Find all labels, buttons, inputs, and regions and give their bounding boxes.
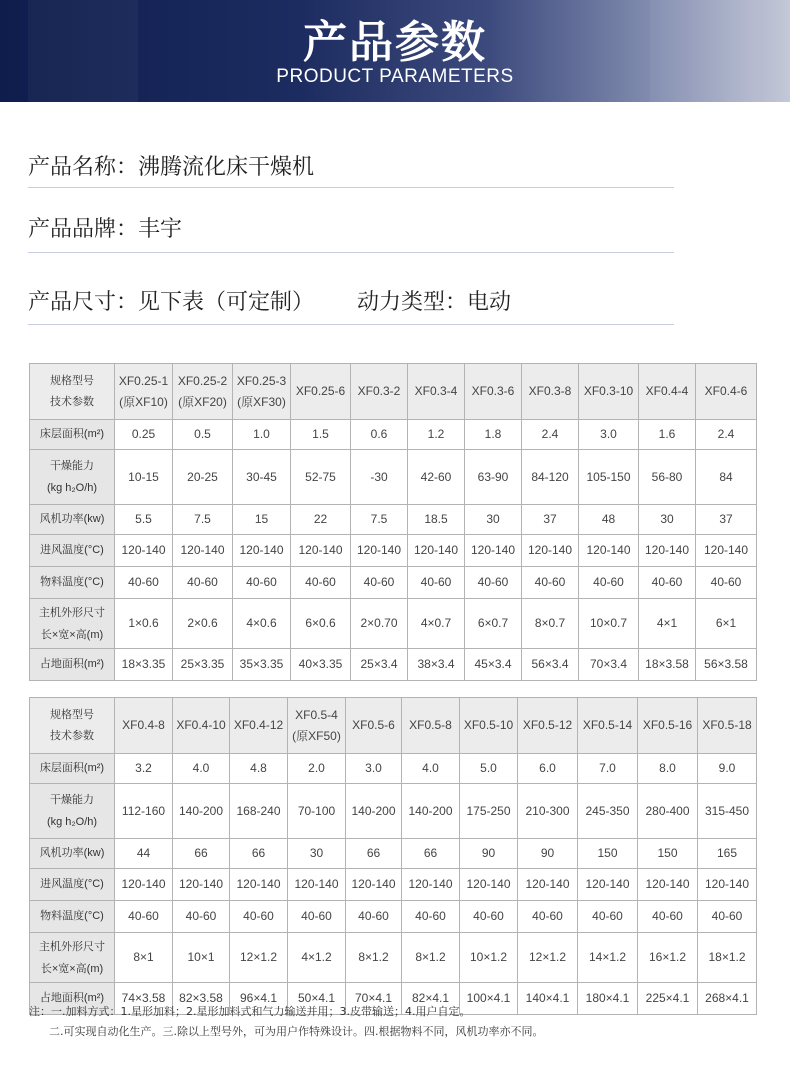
table-cell: 4×0.7: [408, 599, 465, 649]
table-cell: 100×4.1: [460, 983, 518, 1015]
product-brand: 产品品牌：丰宇: [28, 217, 183, 242]
model-name: XF0.5-8: [409, 718, 452, 732]
table-cell: 140×4.1: [518, 983, 578, 1015]
table-cell: 40-60: [402, 901, 460, 933]
table-cell: 40-60: [465, 567, 522, 599]
table-cell: 40×3.35: [291, 649, 351, 681]
table-cell: 18×3.35: [115, 649, 173, 681]
table-cell: 2.0: [288, 754, 346, 784]
model-name: XF0.25-3: [236, 373, 287, 388]
table-cell: 120-140: [402, 869, 460, 901]
table-row: [30, 869, 757, 901]
table-cell: 120-140: [346, 869, 402, 901]
table-cell: 3.2: [115, 754, 173, 784]
table-cell: 40-60: [291, 567, 351, 599]
table-cell: 40-60: [698, 901, 757, 933]
table-row: [30, 450, 757, 505]
table-cell: 12×1.2: [230, 933, 288, 983]
row-label-cell: [30, 649, 115, 681]
table-cell: 120-140: [233, 535, 291, 567]
model-name: XF0.5-4: [295, 707, 338, 722]
table-cell: 15: [233, 505, 291, 535]
row-label: 占地面积(m²): [39, 658, 105, 670]
spec-header-label: 技术参数: [50, 729, 94, 742]
table-cell: 40-60: [346, 901, 402, 933]
model-name: (原XF30): [237, 394, 286, 409]
table-cell: 120-140: [578, 869, 638, 901]
table-cell: -30: [351, 450, 408, 505]
model-header-cell: [230, 698, 288, 754]
table-cell: 120-140: [522, 535, 579, 567]
row-label-cell: [30, 505, 115, 535]
spec-header-label: 规格型号: [50, 708, 94, 721]
product-size: 产品尺寸：见下表（可定制）: [28, 290, 315, 315]
model-name: XF0.5-6: [352, 718, 395, 732]
model-name: XF0.3-6: [471, 384, 515, 398]
table-cell: 1.2: [408, 420, 465, 450]
table-cell: 40-60: [578, 901, 638, 933]
table-cell: 2×0.70: [351, 599, 408, 649]
table-cell: 30: [465, 505, 522, 535]
note-line-1: 注：一.加料方式：1.星形加料；2.星形加料式和气力输送并用；3.皮带输送；4.用户自定。: [29, 1005, 471, 1018]
table-cell: 40-60: [460, 901, 518, 933]
table-cell: 120-140: [288, 869, 346, 901]
table-cell: 6.0: [518, 754, 578, 784]
table-cell: 3.0: [579, 420, 639, 450]
table-cell: 66: [402, 839, 460, 869]
table-cell: 40-60: [518, 901, 578, 933]
model-name: XF0.3-2: [357, 384, 401, 398]
notes: [29, 1002, 769, 1042]
table-cell: 20-25: [173, 450, 233, 505]
product-name-row: [28, 150, 674, 188]
table-cell: 1×0.6: [115, 599, 173, 649]
table-cell: 37: [696, 505, 757, 535]
table-cell: 74×3.58: [115, 983, 173, 1015]
model-header-cell: [351, 364, 408, 420]
table-cell: 90: [518, 839, 578, 869]
model-header-cell: [346, 698, 402, 754]
model-header-cell: [696, 364, 757, 420]
model-name: XF0.5-14: [582, 718, 633, 732]
table-row: [30, 535, 757, 567]
table-cell: 18×3.58: [639, 649, 696, 681]
table-cell: 165: [698, 839, 757, 869]
row-label-cell: [30, 754, 115, 784]
model-header-cell: [288, 698, 346, 754]
table-cell: 245-350: [578, 784, 638, 839]
row-label: 风机功率(kw): [39, 847, 105, 859]
model-name: XF0.5-10: [463, 718, 514, 732]
table-cell: 120-140: [230, 869, 288, 901]
table-cell: 150: [638, 839, 698, 869]
table-cell: 120-140: [173, 535, 233, 567]
model-name: XF0.4-10: [176, 718, 226, 732]
table-row: [30, 784, 757, 839]
row-label: 占地面积(m²): [39, 992, 105, 1004]
table-cell: 120-140: [408, 535, 465, 567]
model-header-cell: [579, 364, 639, 420]
spec-header-cell: [30, 364, 115, 420]
model-header-cell: [408, 364, 465, 420]
product-size-row: [28, 285, 674, 325]
parameters-table-1: [29, 363, 757, 681]
model-name: XF0.5-16: [642, 718, 693, 732]
table-cell: 84-120: [522, 450, 579, 505]
model-header-cell: [402, 698, 460, 754]
table-cell: 82×3.58: [173, 983, 230, 1015]
row-label: 进风温度(°C): [40, 878, 104, 890]
row-label-cell: [30, 450, 115, 505]
table-cell: 40-60: [230, 901, 288, 933]
table-cell: 2.4: [696, 420, 757, 450]
table-cell: 70×3.4: [579, 649, 639, 681]
model-header-cell: [698, 698, 757, 754]
table-cell: 140-200: [402, 784, 460, 839]
table-cell: 90: [460, 839, 518, 869]
model-header-cell: [639, 364, 696, 420]
header-banner: [0, 0, 790, 102]
model-header-cell: [233, 364, 291, 420]
table-cell: 1.0: [233, 420, 291, 450]
table-cell: 40-60: [522, 567, 579, 599]
model-header-cell: [578, 698, 638, 754]
spec-header-label: 规格型号: [50, 374, 94, 387]
spec-header-cell: [30, 698, 115, 754]
row-label: 长×宽×高(m): [40, 628, 104, 641]
table-cell: 66: [346, 839, 402, 869]
model-header-cell: [115, 698, 173, 754]
row-label-cell: [30, 901, 115, 933]
table-cell: 40-60: [115, 901, 173, 933]
table-cell: 12×1.2: [518, 933, 578, 983]
table-cell: 4.0: [402, 754, 460, 784]
model-name: (原XF50): [292, 728, 341, 743]
note-line-2: 二.可实现自动化生产。三.除以上型号外，可为用户作特殊设计。四.根据物料不同，风机功率亦不同。: [49, 1025, 544, 1038]
table-cell: 120-140: [173, 869, 230, 901]
model-name: XF0.3-8: [528, 384, 572, 398]
model-name: XF0.3-10: [583, 384, 634, 398]
table-cell: 25×3.35: [173, 649, 233, 681]
table-cell: 10×1.2: [460, 933, 518, 983]
model-header-cell: [173, 698, 230, 754]
model-name: XF0.25-1: [118, 373, 169, 388]
table-row: [30, 420, 757, 450]
table-cell: 210-300: [518, 784, 578, 839]
table-cell: 120-140: [638, 869, 698, 901]
table-cell: 120-140: [115, 535, 173, 567]
row-label-cell: [30, 567, 115, 599]
row-label: (kg h₂O/h): [46, 482, 98, 494]
table-cell: 120-140: [698, 869, 757, 901]
row-label: 干燥能力: [50, 460, 94, 472]
model-header-cell: [460, 698, 518, 754]
row-label: 长×宽×高(m): [40, 962, 104, 975]
table-cell: 25×3.4: [351, 649, 408, 681]
row-label-cell: [30, 599, 115, 649]
table-cell: 2.4: [522, 420, 579, 450]
power-type: 动力类型：电动: [357, 290, 512, 315]
model-header-cell: [173, 364, 233, 420]
row-label: (kg h₂O/h): [46, 816, 98, 828]
table-cell: 120-140: [465, 535, 522, 567]
table-cell: 168-240: [230, 784, 288, 839]
parameters-table-2: [29, 697, 757, 1015]
table-cell: 7.5: [173, 505, 233, 535]
table-cell: 175-250: [460, 784, 518, 839]
table-cell: 0.6: [351, 420, 408, 450]
table-cell: 8×1.2: [402, 933, 460, 983]
row-label: 床层面积(m²): [39, 428, 105, 440]
table-cell: 112-160: [115, 784, 173, 839]
table-cell: 40-60: [115, 567, 173, 599]
table-cell: 45×3.4: [465, 649, 522, 681]
table-cell: 4×1.2: [288, 933, 346, 983]
row-label: 物料温度(°C): [40, 910, 104, 922]
table-cell: 52-75: [291, 450, 351, 505]
row-label: 物料温度(°C): [40, 576, 104, 588]
row-label: 主机外形尺寸: [39, 606, 105, 619]
table-cell: 120-140: [460, 869, 518, 901]
table-cell: 14×1.2: [578, 933, 638, 983]
table-cell: 4×0.6: [233, 599, 291, 649]
model-name: XF0.3-4: [414, 384, 458, 398]
table-cell: 9.0: [698, 754, 757, 784]
spec-header-label: 技术参数: [50, 395, 94, 408]
table-row: [30, 901, 757, 933]
model-name: (原XF20): [178, 394, 227, 409]
table-cell: 2×0.6: [173, 599, 233, 649]
table-cell: 35×3.35: [233, 649, 291, 681]
model-header-cell: [465, 364, 522, 420]
table-cell: 180×4.1: [578, 983, 638, 1015]
product-name: 产品名称：沸腾流化床干燥机: [28, 155, 315, 180]
table-row: [30, 839, 757, 869]
row-label-cell: [30, 535, 115, 567]
table-cell: 40-60: [408, 567, 465, 599]
table-cell: 6×0.6: [291, 599, 351, 649]
table-cell: 7.5: [351, 505, 408, 535]
row-label-cell: [30, 420, 115, 450]
table-cell: 44: [115, 839, 173, 869]
table-cell: 225×4.1: [638, 983, 698, 1015]
model-name: XF0.5-12: [522, 718, 573, 732]
table-cell: 120-140: [579, 535, 639, 567]
table-cell: 40-60: [696, 567, 757, 599]
row-label: 床层面积(m²): [39, 762, 105, 774]
table-cell: 37: [522, 505, 579, 535]
page-title: 产品参数: [303, 17, 487, 68]
table-cell: 48: [579, 505, 639, 535]
table-cell: 10×1: [173, 933, 230, 983]
table-cell: 8×1: [115, 933, 173, 983]
table-cell: 140-200: [173, 784, 230, 839]
table-cell: 56×3.4: [522, 649, 579, 681]
table-cell: 40-60: [173, 567, 233, 599]
table-cell: 70-100: [288, 784, 346, 839]
table-cell: 6×1: [696, 599, 757, 649]
model-name: XF0.4-4: [645, 384, 689, 398]
table-cell: 56-80: [639, 450, 696, 505]
table-cell: 70×4.1: [346, 983, 402, 1015]
table-cell: 30-45: [233, 450, 291, 505]
table-row: [30, 567, 757, 599]
model-header-cell: [291, 364, 351, 420]
model-name: XF0.25-2: [177, 373, 228, 388]
table-cell: 0.25: [115, 420, 173, 450]
table-cell: 8×1.2: [346, 933, 402, 983]
table-cell: 1.6: [639, 420, 696, 450]
table-cell: 40-60: [639, 567, 696, 599]
model-name: XF0.4-8: [122, 718, 165, 732]
row-label: 进风温度(°C): [40, 544, 104, 556]
model-header-cell: [638, 698, 698, 754]
table-row: [30, 754, 757, 784]
table-cell: 30: [288, 839, 346, 869]
model-name: XF0.5-18: [702, 718, 752, 732]
table-cell: 6×0.7: [465, 599, 522, 649]
table-cell: 1.5: [291, 420, 351, 450]
row-label: 风机功率(kw): [39, 513, 105, 525]
table-cell: 40-60: [233, 567, 291, 599]
table-cell: 63-90: [465, 450, 522, 505]
table-cell: 5.0: [460, 754, 518, 784]
table-cell: 10×0.7: [579, 599, 639, 649]
table-cell: 40-60: [638, 901, 698, 933]
table-cell: 56×3.58: [696, 649, 757, 681]
table-cell: 96×4.1: [230, 983, 288, 1015]
table-cell: 8.0: [638, 754, 698, 784]
model-name: (原XF10): [119, 394, 168, 409]
table-row: [30, 933, 757, 983]
table-cell: 84: [696, 450, 757, 505]
table-cell: 315-450: [698, 784, 757, 839]
table-cell: 120-140: [518, 869, 578, 901]
table-cell: 40-60: [288, 901, 346, 933]
table-cell: 22: [291, 505, 351, 535]
row-label-cell: [30, 933, 115, 983]
table-cell: 82×4.1: [402, 983, 460, 1015]
table-cell: 66: [230, 839, 288, 869]
table-cell: 18.5: [408, 505, 465, 535]
table-cell: 66: [173, 839, 230, 869]
model-name: XF0.25-6: [295, 384, 346, 398]
row-label: 主机外形尺寸: [39, 940, 105, 953]
table-cell: 120-140: [351, 535, 408, 567]
table-row: [30, 649, 757, 681]
table-cell: 120-140: [291, 535, 351, 567]
table-cell: 0.5: [173, 420, 233, 450]
table-cell: 150: [578, 839, 638, 869]
table-cell: 10-15: [115, 450, 173, 505]
table-row: [30, 505, 757, 535]
row-label: 干燥能力: [50, 794, 94, 806]
table-cell: 268×4.1: [698, 983, 757, 1015]
row-label-cell: [30, 839, 115, 869]
table-cell: 42-60: [408, 450, 465, 505]
table-cell: 38×3.4: [408, 649, 465, 681]
table-cell: 40-60: [579, 567, 639, 599]
model-name: XF0.4-12: [233, 718, 284, 732]
table-cell: 40-60: [351, 567, 408, 599]
table-cell: 120-140: [696, 535, 757, 567]
table-cell: 50×4.1: [288, 983, 346, 1015]
table-cell: 120-140: [639, 535, 696, 567]
model-header-cell: [518, 698, 578, 754]
table-cell: 16×1.2: [638, 933, 698, 983]
table-cell: 4.8: [230, 754, 288, 784]
table-cell: 7.0: [578, 754, 638, 784]
model-header-cell: [115, 364, 173, 420]
row-label-cell: [30, 869, 115, 901]
table-cell: 105-150: [579, 450, 639, 505]
page-subtitle: PRODUCT PARAMETERS: [276, 66, 514, 87]
row-label-cell: [30, 784, 115, 839]
table-cell: 30: [639, 505, 696, 535]
table-cell: 280-400: [638, 784, 698, 839]
product-brand-row: [28, 212, 674, 253]
table-row: [30, 599, 757, 649]
table-cell: 120-140: [115, 869, 173, 901]
table-cell: 40-60: [173, 901, 230, 933]
table-cell: 1.8: [465, 420, 522, 450]
model-name: XF0.4-6: [704, 384, 748, 398]
table-cell: 4×1: [639, 599, 696, 649]
table-cell: 5.5: [115, 505, 173, 535]
model-header-cell: [522, 364, 579, 420]
table-cell: 3.0: [346, 754, 402, 784]
table-cell: 140-200: [346, 784, 402, 839]
table-cell: 18×1.2: [698, 933, 757, 983]
table-cell: 4.0: [173, 754, 230, 784]
table-cell: 8×0.7: [522, 599, 579, 649]
